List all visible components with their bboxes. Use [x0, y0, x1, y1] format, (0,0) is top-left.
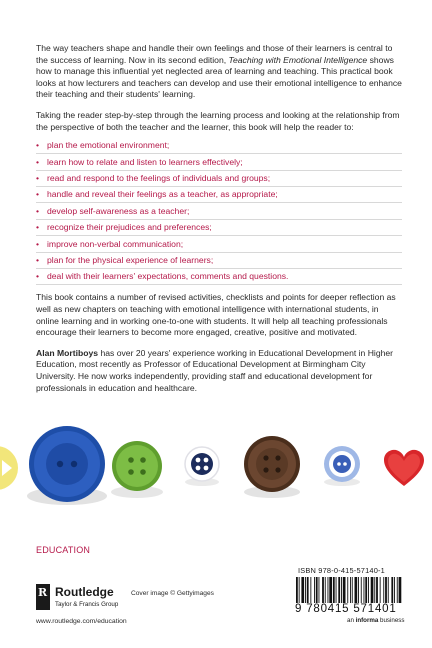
benefits-list: [36, 140, 402, 285]
buttons-illustration: [0, 400, 432, 540]
white-button-icon: [185, 447, 219, 486]
buttons-image: [0, 400, 432, 540]
list-item: • plan for the physical experience of learners;: [36, 255, 402, 269]
publisher-logo: [36, 584, 136, 612]
publisher-group: Taylor & Francis Group: [55, 601, 119, 608]
heart-button-icon: [384, 450, 424, 486]
lead-in-paragraph: Taking the reader step-by-step through the learning process and looking at the relationship from the perspective of both the teacher and the learner, this book will help the reader to:: [36, 109, 400, 132]
book-title-italic: Teaching with Emotional Intelligence: [228, 54, 368, 65]
intro-paragraph: The way teachers shape and handle their own feelings and those of their learners is central to the success of learning. Now in its second edition, Teaching with Emotional Intelligence shows how to manage this influential yet neglected area of learning and teaching. This practical book looks at how lecturers and teachers can develop and use their emotional intelligence to enhance their teaching and their students' learning.: [36, 43, 402, 100]
informa-tagline: an informa business: [347, 617, 405, 624]
yellow-button-icon: [0, 446, 18, 490]
list-item: • plan the emotional environment;: [36, 140, 402, 154]
green-button-icon: [111, 441, 163, 498]
brown-button-icon: [244, 436, 300, 498]
list-item: • deal with their learners' expectations, comments and questions.: [36, 271, 402, 285]
barcode-bars: [294, 577, 404, 603]
list-item: • improve non-verbal communication;: [36, 239, 402, 253]
light-blue-button-icon: [324, 446, 360, 486]
author-bio: Alan Mortiboys has over 20 years' experience working in Educational Development in Higher Education, most recently as Professor of Educational Development at Birmingham City University. He now works independently, providing staff and educational development for professionals in education and healthcare.: [36, 347, 394, 393]
list-item: • read and respond to the feelings of individuals and groups;: [36, 173, 402, 187]
category-label: EDUCATION: [36, 545, 91, 555]
publisher-name: Routledge: [55, 585, 114, 599]
list-item: • learn how to relate and listen to learners effectively;: [36, 157, 402, 171]
cover-credit: Cover image © Gettyimages: [131, 590, 214, 597]
list-item: • handle and reveal their feelings as a teacher, as appropriate;: [36, 189, 402, 203]
back-cover-copy: [36, 43, 402, 403]
blue-button-icon: [27, 426, 107, 505]
contents-paragraph: This book contains a number of revised activities, checklists and points for deeper reflection as well as new chapters on teaching with emotional intelligence with international students, in online learning and in working one-to-one with students. It will help all teaching professionals encourage their learners to become more engaged, creative, positive and motivated.: [36, 292, 396, 338]
publisher-website: www.routledge.com/education: [36, 618, 127, 625]
routledge-mark-icon: R: [36, 584, 50, 610]
isbn-text: ISBN 978-0-415-57140-1: [298, 566, 385, 575]
list-item: • develop self-awareness as a teacher;: [36, 206, 402, 220]
author-name: Alan Mortiboys: [36, 347, 99, 358]
list-item: • recognize their prejudices and preferences;: [36, 222, 402, 236]
barcode-digits: 9 780415 571401: [295, 603, 405, 617]
